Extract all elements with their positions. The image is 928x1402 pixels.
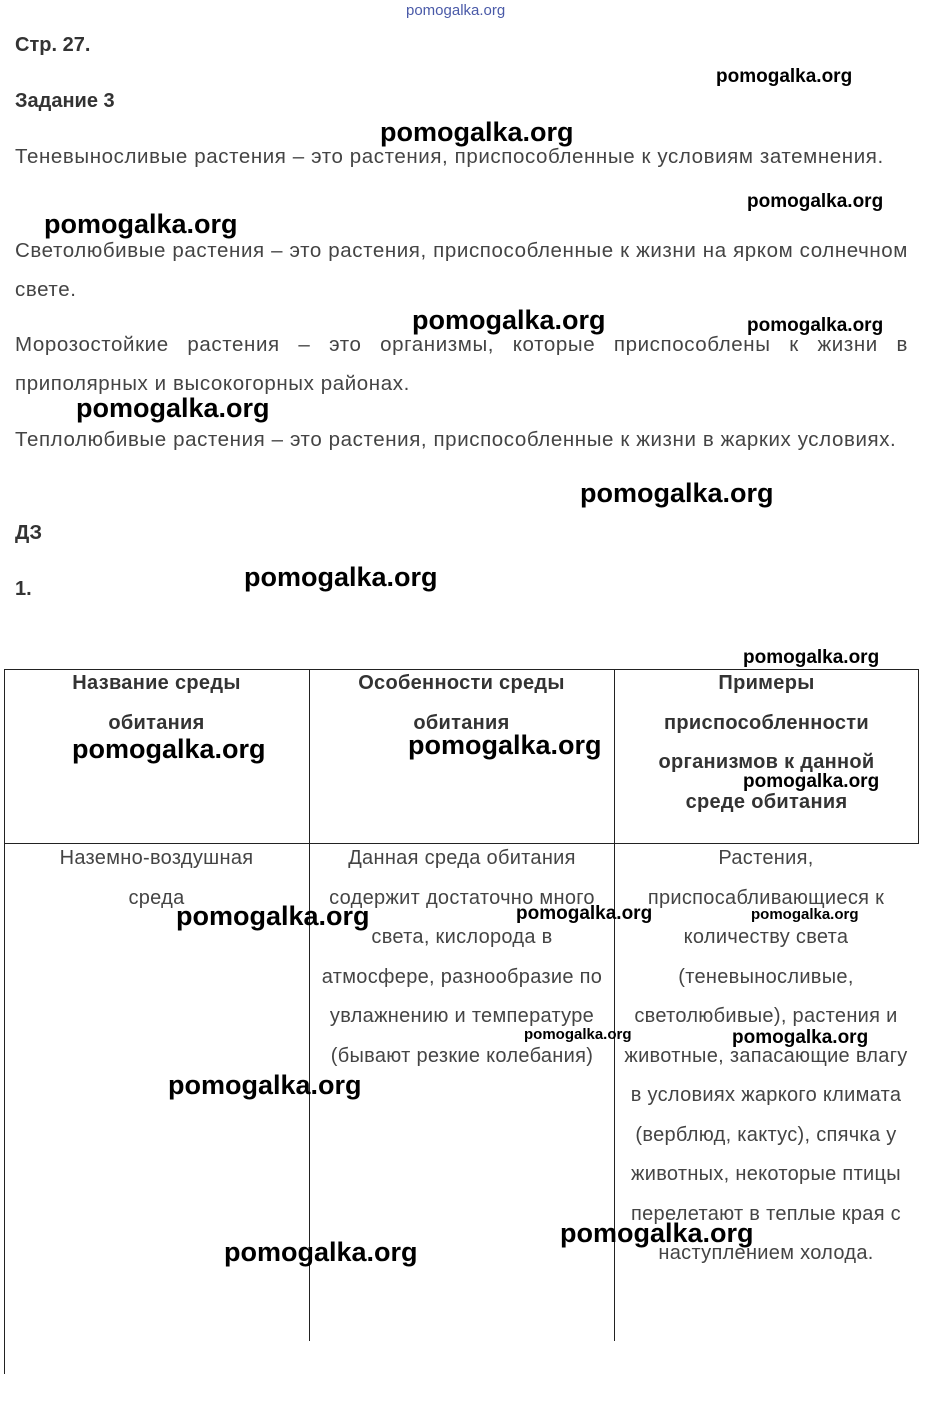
page-label: Стр. 27. <box>15 34 91 56</box>
watermark: pomogalka.org <box>380 117 574 147</box>
watermark: pomogalka.org <box>224 1237 418 1267</box>
paragraph-heat-loving: Теплолюбивые растения – это растения, приспособленные к жизни в жарких условиях. <box>15 428 897 451</box>
homework-label: ДЗ <box>15 522 43 544</box>
watermark: pomogalka.org <box>732 1027 869 1048</box>
watermark: pomogalka.org <box>747 315 884 336</box>
watermark: pomogalka.org <box>244 562 438 592</box>
watermark: pomogalka.org <box>560 1218 754 1248</box>
watermark: pomogalka.org <box>743 771 880 792</box>
watermark: pomogalka.org <box>44 209 238 239</box>
watermark: pomogalka.org <box>412 305 606 335</box>
table-border-left <box>4 669 5 1374</box>
item-number: 1. <box>15 578 32 600</box>
watermark: pomogalka.org <box>747 191 884 212</box>
watermark: pomogalka.org <box>76 393 270 423</box>
table-cell-habitat-features: Данная среда обитания содержит достаточно много света, кислорода в атмосфере, разнообразие по увлажнению и температуре (бывают резкие колебания) <box>321 847 603 1067</box>
watermark: pomogalka.org <box>716 66 853 87</box>
watermark: pomogalka.org <box>524 1026 632 1043</box>
table-header-adaptation-examples: Примеры приспособленности организмов к данной среде обитания <box>658 672 875 813</box>
watermark: pomogalka.org <box>516 903 653 924</box>
watermark: pomogalka.org <box>751 906 859 923</box>
table-border-right <box>918 669 919 843</box>
task-label: Задание 3 <box>15 90 115 112</box>
watermark-top: pomogalka.org <box>406 2 506 19</box>
watermark: pomogalka.org <box>176 901 370 931</box>
watermark: pomogalka.org <box>743 647 880 668</box>
watermark: pomogalka.org <box>168 1070 362 1100</box>
watermark: pomogalka.org <box>580 478 774 508</box>
table-header-habitat-name: Название среды обитания <box>72 672 241 734</box>
watermark: pomogalka.org <box>72 734 266 764</box>
paragraph-light-loving: Светолюбивые растения – это растения, приспособленные к жизни на ярком солнечном свете. <box>15 239 908 301</box>
watermark: pomogalka.org <box>408 730 602 760</box>
table-cell-habitat-name: Наземно-воздушная среда <box>59 847 254 909</box>
table-header-habitat-features: Особенности среды обитания <box>358 672 565 734</box>
paragraph-frost-resistant: Морозостойкие растения – это организмы, которые приспособлены к жизни в приполярных и высокогорных районах. <box>15 333 908 395</box>
table-cell-adaptation-examples: Растения, приспосабливающиеся к количеству света (теневыносливые, светолюбивые), растения и животные, запасающие влагу в условиях жаркого климата (верблюд, кактус), спячка у животных, некоторые птицы перелетают в теплые края с наступлением холода. <box>624 847 908 1264</box>
paragraph-shade-tolerant: Теневыносливые растения – это растения, приспособленные к условиям затемнения. <box>15 145 884 168</box>
